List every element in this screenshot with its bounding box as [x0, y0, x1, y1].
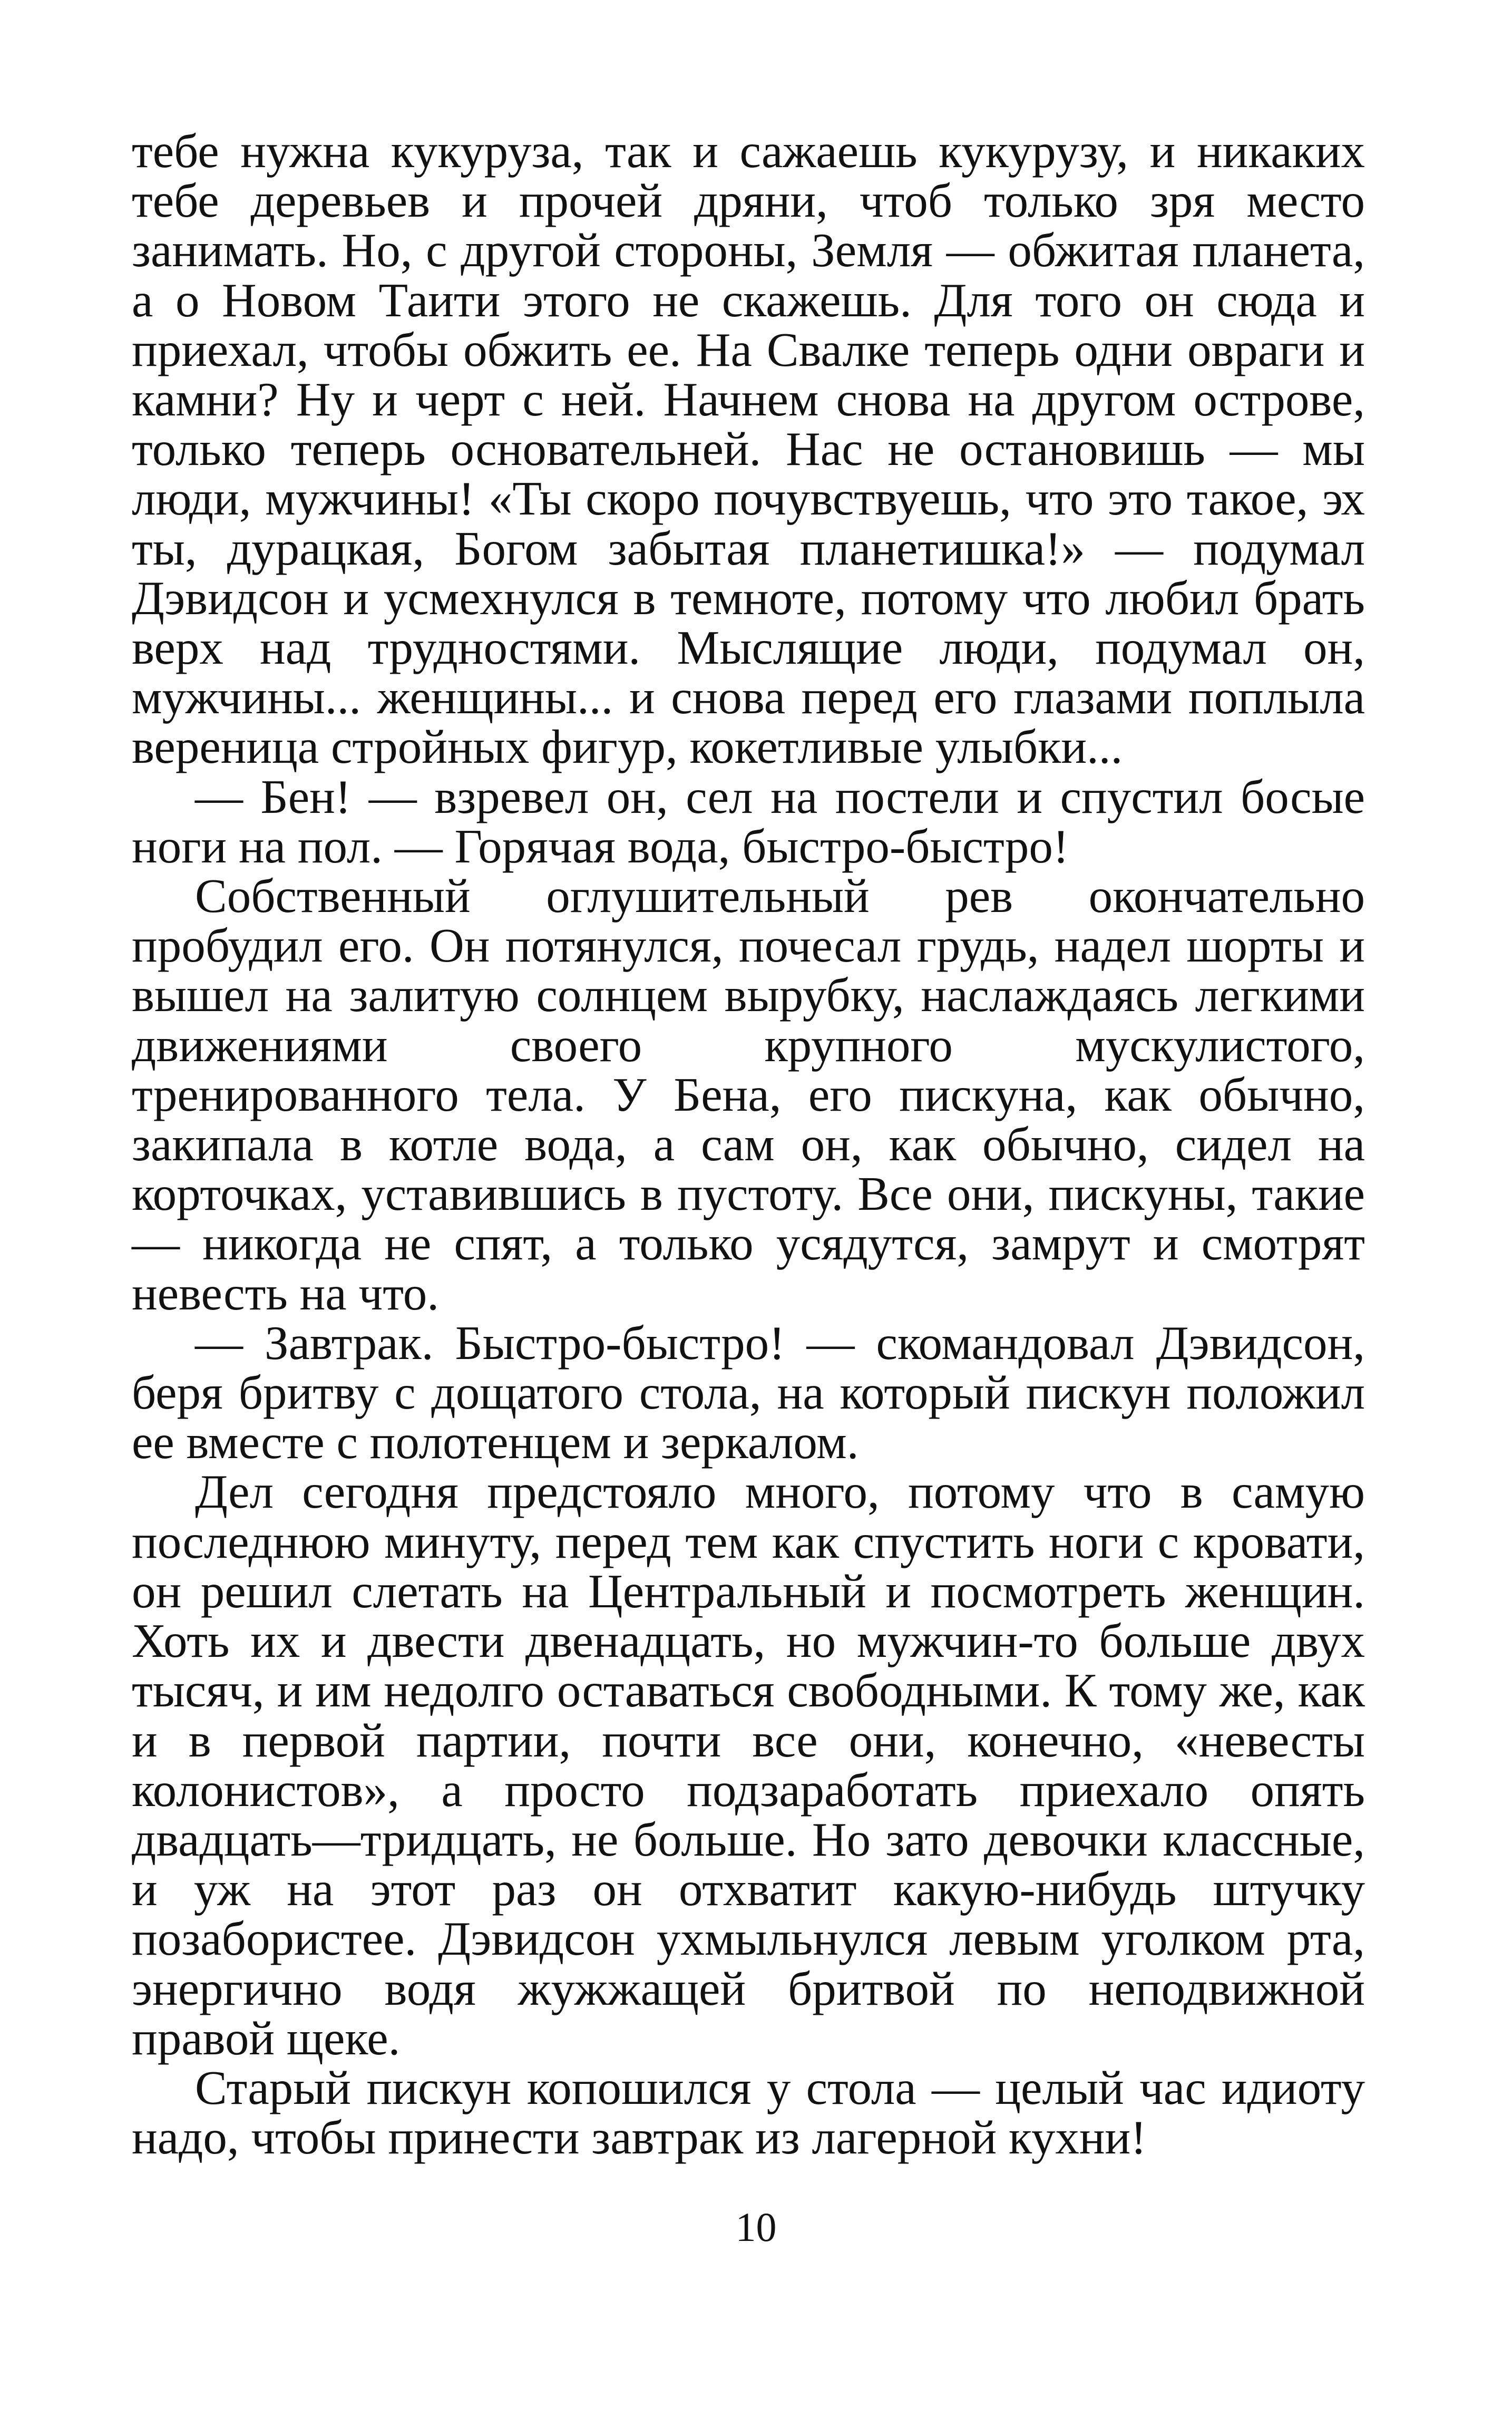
paragraph-2: — Бен! — взревел он, сел на постели и спустил босые ноги на пол. — Горячая вода, быстро-быстро!	[132, 770, 1365, 873]
book-page-text	[132, 124, 1365, 2164]
paragraph-6: Старый пискун копошился у стола — целый час идиоту надо, чтобы принести завтрак из лагерной кухни!	[132, 2061, 1365, 2164]
paragraph-4: — Завтрак. Быстро-быстро! — скомандовал Дэвидсон, беря бритву с дощатого стола, на который пискун положил ее вместе с полотенцем и зеркалом.	[132, 1316, 1365, 1469]
paragraph-3: Собственный оглушительный рев окончательно пробудил его. Он потянулся, почесал грудь, надел шорты и вышел на залитую солнцем вырубку, наслаждаясь легкими движениями своего крупного мускулистого, тренированного тела. У Бена, его пискуна, как обычно, закипала в котле вода, а сам он, как обычно, сидел на корточках, уставившись в пустоту. Все они, пискуны, такие — никогда не спят, а только усядутся, замрут и смотрят невесть на что.	[132, 869, 1365, 1320]
paragraph-1: тебе нужна кукуруза, так и сажаешь кукурузу, и никаких тебе деревьев и прочей дряни, чтоб только зря место занимать. Но, с другой стороны, Земля — обжитая планета, а о Новом Таити этого не скажешь. Для того он сюда и приехал, чтобы обжить ее. На Свалке теперь одни овраги и камни? Ну и черт с ней. Начнем снова на другом острове, только теперь основательней. Нас не остановишь — мы люди, мужчины! «Ты скоро почувствуешь, что это такое, эх ты, дурацкая, Богом забытая планетишка!» — подумал Дэвидсон и усмехнулся в темноте, потому что любил брать верх над трудностями. Мыслящие люди, подумал он, мужчины... женщины... и снова перед его глазами поплыла вереница стройных фигур, кокетливые улыбки...	[132, 124, 1365, 774]
paragraph-5: Дел сегодня предстояло много, потому что в самую последнюю минуту, перед тем как спустить ноги с кровати, он решил слетать на Центральный и посмотреть женщин. Хоть их и двести двенадцать, но мужчин-то больше двух тысяч, и им недолго оставаться свободными. К тому же, как и в первой партии, почти все они, конечно, «невесты колонистов», а просто подзаработать приехало опять двадцать—тридцать, не больше. Но зато девочки классные, и уж на этот раз он отхватит какую-нибудь штучку позабористее. Дэвидсон ухмыльнулся левым уголком рта, энергично водя жужжащей бритвой по неподвижной правой щеке.	[132, 1465, 1365, 2065]
page-number: 10	[735, 2204, 777, 2250]
